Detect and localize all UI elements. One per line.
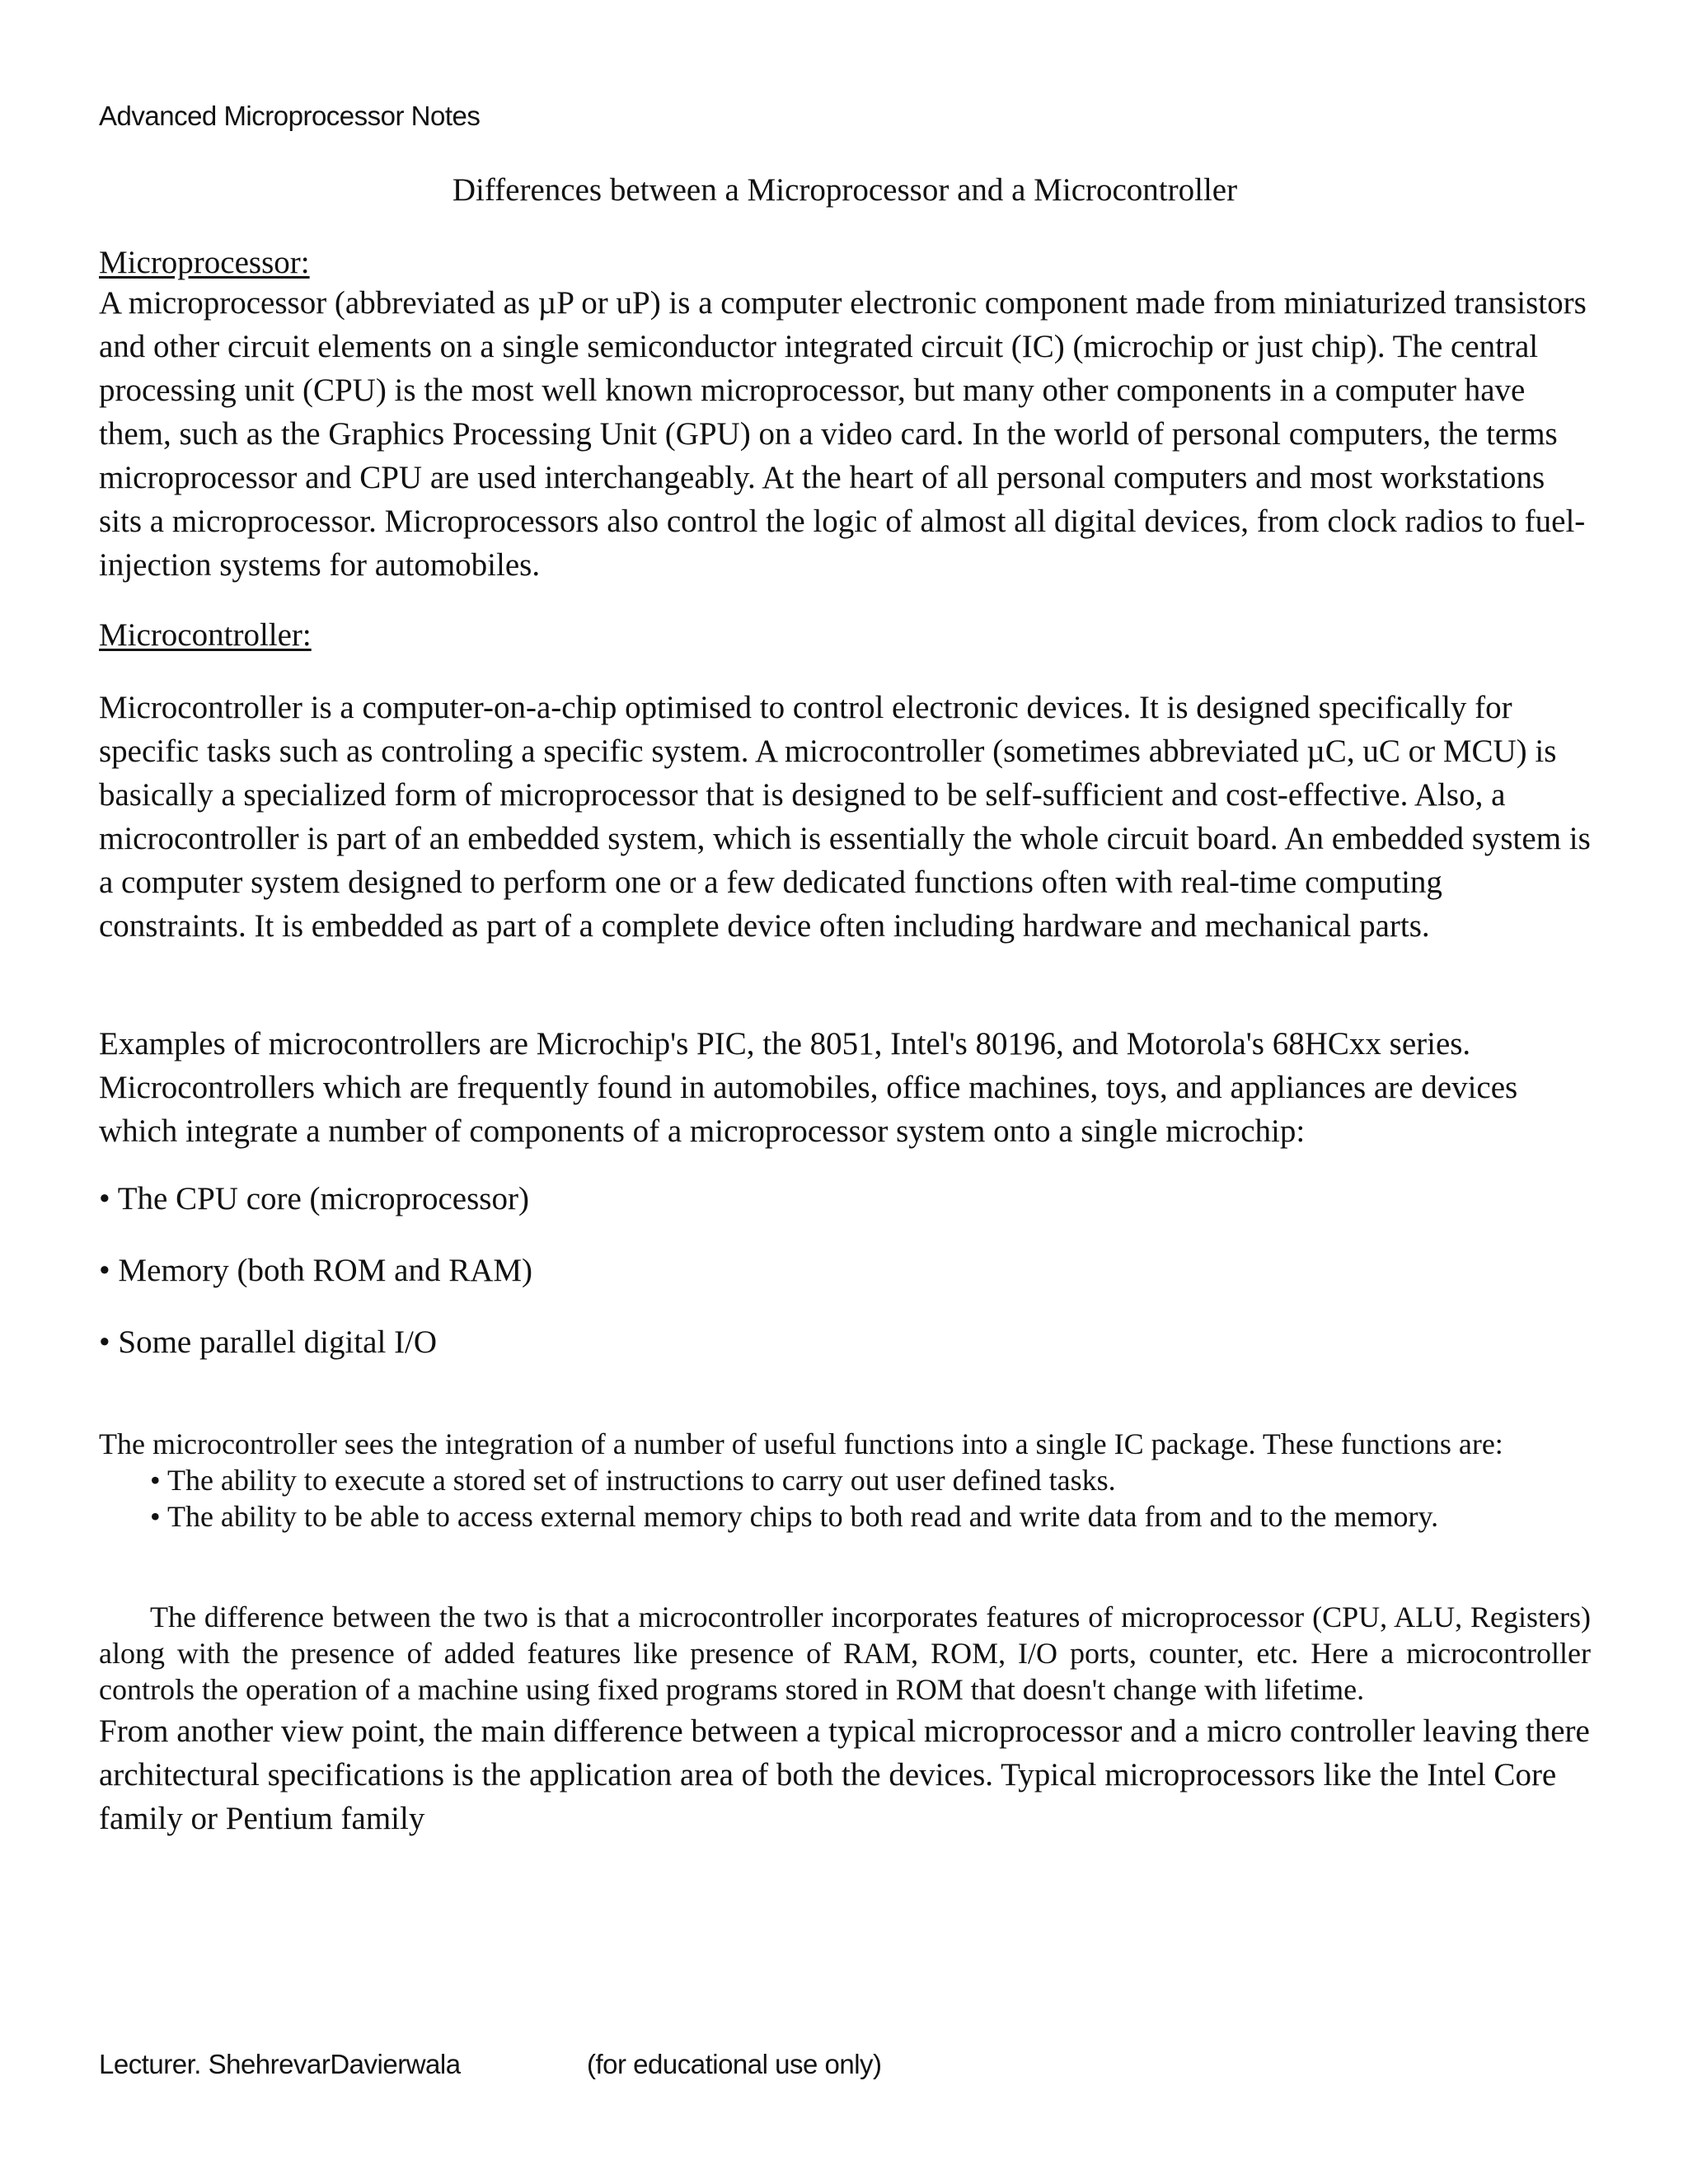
examples-block — [99, 1022, 1591, 1153]
microcontroller-body: Microcontroller is a computer-on-a-chip optimised to control electronic devices. It is designed specifically for specific tasks such as controling a specific system. A microcontroller (sometimes abbreviated µC, uC or MCU) is basically a specialized form of microprocessor that is designed to be self-sufficient and cost-effective. Also, a microcontroller is part of an embedded system, which is essentially the whole circuit board. An embedded system is a computer system designed to perform one or a few dedicated functions often with real-time computing constraints. It is embedded as part of a complete device often including hardware and mechanical parts. — [99, 690, 1591, 944]
page-title: Differences between a Microprocessor and a Microcontroller — [452, 172, 1238, 208]
difference-block — [99, 1599, 1591, 1840]
microcontroller-examples: Examples of microcontrollers are Microchip's PIC, the 8051, Intel's 80196, and Motorola's 68HCxx series. Microcontrollers which are frequently found in automobiles, office machines, toys, and appliances are devices which integrate a number of components of a microprocessor system onto a single microchip: — [99, 1026, 1518, 1149]
footer-note: (for educational use only) — [587, 2049, 882, 2079]
microcontroller-heading-block — [99, 616, 1591, 654]
difference-paragraph: The difference between the two is that a microcontroller incorporates features of microprocessor (CPU, ALU, Registers) along with the presence of added features like presence of RAM, ROM, I/O ports, counter, etc. Here a microcontroller controls the operation of a machine using fixed programs stored in ROM that doesn't change with lifetime. — [99, 1601, 1591, 1706]
integration-block — [99, 1426, 1591, 1535]
list-item: • The ability to execute a stored set of instructions to carry out user defined tasks. — [150, 1464, 1116, 1497]
list-item: • Some parallel digital I/O — [99, 1324, 438, 1360]
document-page — [99, 0, 1591, 2184]
components-list — [99, 1177, 1591, 1364]
microprocessor-heading: Microprocessor: — [99, 245, 310, 280]
microcontroller-heading: Microcontroller: — [99, 617, 312, 653]
integration-intro: The microcontroller sees the integration of a number of useful functions into a single IC package. These functions are: — [99, 1427, 1503, 1460]
list-item: • The CPU core (microprocessor) — [99, 1181, 529, 1216]
microprocessor-section — [99, 244, 1591, 587]
footer-lecturer: Lecturer. ShehrevarDavierwala — [99, 2049, 461, 2079]
microprocessor-body: A microprocessor (abbreviated as µP or uP) is a computer electronic component made from miniaturized transistors and other circuit elements on a single semiconductor integrated circuit (IC) (microchip or just chip). The central processing unit (CPU) is the most well known microprocessor, but many other components in a computer have them, such as the Graphics Processing Unit (GPU) on a video card. In the world of personal computers, the terms microprocessor and CPU are used interchangeably. At the heart of all personal computers and most workstations sits a microprocessor. Microprocessors also control the logic of almost all digital devices, from clock radios to fuel-injection systems for automobiles. — [99, 285, 1587, 583]
list-item: • The ability to be able to access external memory chips to both read and write data from and to the memory. — [150, 1500, 1439, 1533]
another-view-paragraph: From another view point, the main difference between a typical microprocessor and a micro controller leaving there architectural specifications is the application area of both the devices. Typical microprocessors like the Intel Core family or Pentium family — [99, 1713, 1590, 1836]
microcontroller-body-block — [99, 686, 1591, 948]
list-item: • Memory (both ROM and RAM) — [99, 1253, 533, 1288]
page-header: Advanced Microprocessor Notes — [99, 101, 481, 131]
